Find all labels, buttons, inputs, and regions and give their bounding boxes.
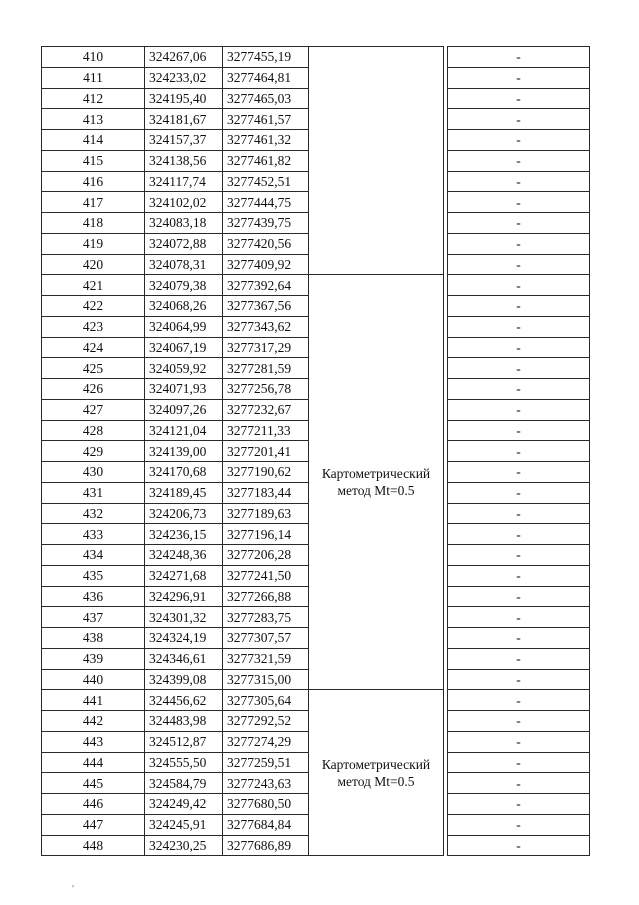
y-coordinate-cell: 3277243,63 <box>223 773 309 794</box>
mark-cell: - <box>448 316 590 337</box>
point-number-cell: 418 <box>42 213 145 234</box>
x-coordinate-cell: 324121,04 <box>145 420 223 441</box>
y-coordinate-cell: 3277321,59 <box>223 648 309 669</box>
mark-cell: - <box>448 462 590 483</box>
y-coordinate-cell: 3277274,29 <box>223 731 309 752</box>
x-coordinate-cell: 324512,87 <box>145 731 223 752</box>
mark-cell: - <box>448 503 590 524</box>
x-coordinate-cell: 324072,88 <box>145 233 223 254</box>
x-coordinate-cell: 324079,38 <box>145 275 223 296</box>
point-number-cell: 429 <box>42 441 145 462</box>
y-coordinate-cell: 3277307,57 <box>223 628 309 649</box>
y-coordinate-cell: 3277281,59 <box>223 358 309 379</box>
point-number-cell: 413 <box>42 109 145 130</box>
point-number-cell: 430 <box>42 462 145 483</box>
mark-cell: - <box>448 690 590 711</box>
point-number-cell: 428 <box>42 420 145 441</box>
mark-cell: - <box>448 420 590 441</box>
point-number-cell: 437 <box>42 607 145 628</box>
x-coordinate-cell: 324067,19 <box>145 337 223 358</box>
mark-cell: - <box>448 773 590 794</box>
coordinates-table <box>41 46 590 856</box>
x-coordinate-cell: 324399,08 <box>145 669 223 690</box>
x-coordinate-cell: 324483,98 <box>145 711 223 732</box>
y-coordinate-cell: 3277189,63 <box>223 503 309 524</box>
x-coordinate-cell: 324456,62 <box>145 690 223 711</box>
method-cell: Картометрический метод Mt=0.5 <box>309 690 444 856</box>
point-number-cell: 417 <box>42 192 145 213</box>
mark-cell: - <box>448 565 590 586</box>
mark-cell: - <box>448 669 590 690</box>
point-number-cell: 427 <box>42 399 145 420</box>
point-number-cell: 412 <box>42 88 145 109</box>
mark-cell: - <box>448 711 590 732</box>
x-coordinate-cell: 324068,26 <box>145 296 223 317</box>
mark-cell: - <box>448 130 590 151</box>
mark-cell: - <box>448 379 590 400</box>
y-coordinate-cell: 3277259,51 <box>223 752 309 773</box>
point-number-cell: 442 <box>42 711 145 732</box>
point-number-cell: 434 <box>42 545 145 566</box>
y-coordinate-cell: 3277266,88 <box>223 586 309 607</box>
point-number-cell: 433 <box>42 524 145 545</box>
method-cell <box>309 47 444 275</box>
mark-cell: - <box>448 441 590 462</box>
x-coordinate-cell: 324139,00 <box>145 441 223 462</box>
mark-cell: - <box>448 586 590 607</box>
y-coordinate-cell: 3277686,89 <box>223 835 309 856</box>
mark-cell: - <box>448 794 590 815</box>
point-number-cell: 414 <box>42 130 145 151</box>
y-coordinate-cell: 3277367,56 <box>223 296 309 317</box>
mark-cell: - <box>448 752 590 773</box>
x-coordinate-cell: 324195,40 <box>145 88 223 109</box>
y-coordinate-cell: 3277196,14 <box>223 524 309 545</box>
mark-cell: - <box>448 399 590 420</box>
x-coordinate-cell: 324138,56 <box>145 150 223 171</box>
y-coordinate-cell: 3277684,84 <box>223 814 309 835</box>
point-number-cell: 444 <box>42 752 145 773</box>
mark-cell: - <box>448 213 590 234</box>
x-coordinate-cell: 324346,61 <box>145 648 223 669</box>
y-coordinate-cell: 3277190,62 <box>223 462 309 483</box>
point-number-cell: 441 <box>42 690 145 711</box>
point-number-cell: 411 <box>42 67 145 88</box>
y-coordinate-cell: 3277315,00 <box>223 669 309 690</box>
point-number-cell: 410 <box>42 47 145 68</box>
point-number-cell: 425 <box>42 358 145 379</box>
x-coordinate-cell: 324233,02 <box>145 67 223 88</box>
scan-speck: ′ <box>72 884 75 895</box>
x-coordinate-cell: 324181,67 <box>145 109 223 130</box>
point-number-cell: 436 <box>42 586 145 607</box>
mark-cell: - <box>448 171 590 192</box>
x-coordinate-cell: 324097,26 <box>145 399 223 420</box>
x-coordinate-cell: 324324,19 <box>145 628 223 649</box>
y-coordinate-cell: 3277211,33 <box>223 420 309 441</box>
x-coordinate-cell: 324189,45 <box>145 482 223 503</box>
x-coordinate-cell: 324267,06 <box>145 47 223 68</box>
mark-cell: - <box>448 254 590 275</box>
mark-cell: - <box>448 524 590 545</box>
x-coordinate-cell: 324245,91 <box>145 814 223 835</box>
table-row <box>42 47 590 68</box>
x-coordinate-cell: 324555,50 <box>145 752 223 773</box>
mark-cell: - <box>448 275 590 296</box>
y-coordinate-cell: 3277317,29 <box>223 337 309 358</box>
mark-cell: - <box>448 109 590 130</box>
coordinates-table-body <box>42 47 590 856</box>
y-coordinate-cell: 3277420,56 <box>223 233 309 254</box>
y-coordinate-cell: 3277343,62 <box>223 316 309 337</box>
y-coordinate-cell: 3277305,64 <box>223 690 309 711</box>
point-number-cell: 435 <box>42 565 145 586</box>
mark-cell: - <box>448 337 590 358</box>
mark-cell: - <box>448 814 590 835</box>
point-number-cell: 416 <box>42 171 145 192</box>
x-coordinate-cell: 324584,79 <box>145 773 223 794</box>
point-number-cell: 445 <box>42 773 145 794</box>
mark-cell: - <box>448 88 590 109</box>
y-coordinate-cell: 3277409,92 <box>223 254 309 275</box>
mark-cell: - <box>448 482 590 503</box>
y-coordinate-cell: 3277283,75 <box>223 607 309 628</box>
point-number-cell: 431 <box>42 482 145 503</box>
x-coordinate-cell: 324206,73 <box>145 503 223 524</box>
table-row <box>42 275 590 296</box>
mark-cell: - <box>448 47 590 68</box>
y-coordinate-cell: 3277183,44 <box>223 482 309 503</box>
point-number-cell: 424 <box>42 337 145 358</box>
mark-cell: - <box>448 67 590 88</box>
point-number-cell: 439 <box>42 648 145 669</box>
y-coordinate-cell: 3277455,19 <box>223 47 309 68</box>
y-coordinate-cell: 3277206,28 <box>223 545 309 566</box>
x-coordinate-cell: 324102,02 <box>145 192 223 213</box>
x-coordinate-cell: 324249,42 <box>145 794 223 815</box>
y-coordinate-cell: 3277439,75 <box>223 213 309 234</box>
y-coordinate-cell: 3277452,51 <box>223 171 309 192</box>
mark-cell: - <box>448 731 590 752</box>
point-number-cell: 421 <box>42 275 145 296</box>
point-number-cell: 446 <box>42 794 145 815</box>
y-coordinate-cell: 3277680,50 <box>223 794 309 815</box>
x-coordinate-cell: 324170,68 <box>145 462 223 483</box>
point-number-cell: 419 <box>42 233 145 254</box>
x-coordinate-cell: 324236,15 <box>145 524 223 545</box>
mark-cell: - <box>448 648 590 669</box>
x-coordinate-cell: 324064,99 <box>145 316 223 337</box>
x-coordinate-cell: 324296,91 <box>145 586 223 607</box>
y-coordinate-cell: 3277461,32 <box>223 130 309 151</box>
point-number-cell: 447 <box>42 814 145 835</box>
method-cell: Картометрический метод Mt=0.5 <box>309 275 444 690</box>
y-coordinate-cell: 3277256,78 <box>223 379 309 400</box>
y-coordinate-cell: 3277461,82 <box>223 150 309 171</box>
y-coordinate-cell: 3277392,64 <box>223 275 309 296</box>
mark-cell: - <box>448 296 590 317</box>
x-coordinate-cell: 324301,32 <box>145 607 223 628</box>
x-coordinate-cell: 324083,18 <box>145 213 223 234</box>
x-coordinate-cell: 324059,92 <box>145 358 223 379</box>
y-coordinate-cell: 3277465,03 <box>223 88 309 109</box>
point-number-cell: 440 <box>42 669 145 690</box>
y-coordinate-cell: 3277292,52 <box>223 711 309 732</box>
point-number-cell: 438 <box>42 628 145 649</box>
x-coordinate-cell: 324071,93 <box>145 379 223 400</box>
point-number-cell: 423 <box>42 316 145 337</box>
mark-cell: - <box>448 233 590 254</box>
x-coordinate-cell: 324157,37 <box>145 130 223 151</box>
point-number-cell: 443 <box>42 731 145 752</box>
x-coordinate-cell: 324271,68 <box>145 565 223 586</box>
point-number-cell: 415 <box>42 150 145 171</box>
point-number-cell: 420 <box>42 254 145 275</box>
mark-cell: - <box>448 545 590 566</box>
point-number-cell: 432 <box>42 503 145 524</box>
x-coordinate-cell: 324248,36 <box>145 545 223 566</box>
mark-cell: - <box>448 628 590 649</box>
y-coordinate-cell: 3277464,81 <box>223 67 309 88</box>
y-coordinate-cell: 3277444,75 <box>223 192 309 213</box>
x-coordinate-cell: 324230,25 <box>145 835 223 856</box>
point-number-cell: 448 <box>42 835 145 856</box>
mark-cell: - <box>448 358 590 379</box>
mark-cell: - <box>448 607 590 628</box>
point-number-cell: 426 <box>42 379 145 400</box>
y-coordinate-cell: 3277241,50 <box>223 565 309 586</box>
x-coordinate-cell: 324078,31 <box>145 254 223 275</box>
x-coordinate-cell: 324117,74 <box>145 171 223 192</box>
mark-cell: - <box>448 150 590 171</box>
y-coordinate-cell: 3277461,57 <box>223 109 309 130</box>
mark-cell: - <box>448 192 590 213</box>
y-coordinate-cell: 3277201,41 <box>223 441 309 462</box>
y-coordinate-cell: 3277232,67 <box>223 399 309 420</box>
table-row <box>42 690 590 711</box>
mark-cell: - <box>448 835 590 856</box>
point-number-cell: 422 <box>42 296 145 317</box>
